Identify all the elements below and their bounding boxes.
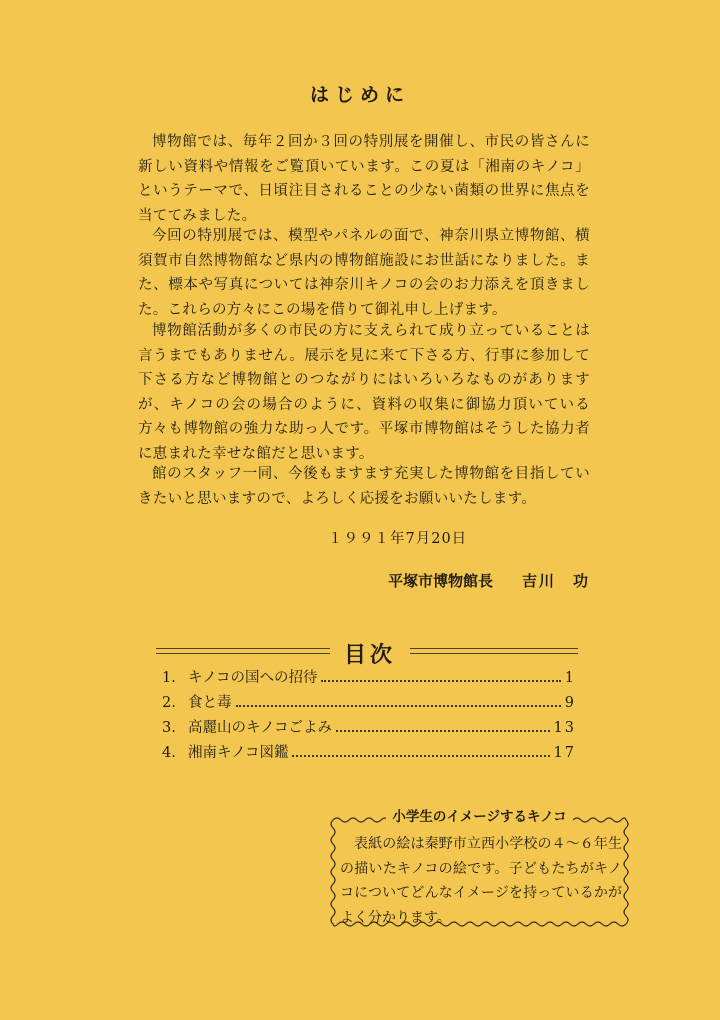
contents-item-title: 高麗山のキノコごよみ xyxy=(188,720,332,736)
dot-leader xyxy=(236,693,561,707)
contents-item-title: 湘南キノコ図鑑 xyxy=(188,745,289,761)
dot-leader xyxy=(292,743,549,757)
contents-item[interactable] xyxy=(162,716,576,741)
contents-item[interactable] xyxy=(162,741,576,766)
note-box xyxy=(327,809,632,932)
contents-item-page: 13 xyxy=(553,720,576,736)
intro-paragraph-1: 博物館では、毎年２回か３回の特別展を開催し、市民の皆さんに新しい資料や情報をご覧頂いています。この夏は「湘南のキノコ」というテーマで、日頃注目されることの少ない菌類の世界に焦点を当ててみました。 xyxy=(138,134,590,224)
intro-paragraph-2: 今回の特別展では、模型やパネルの面で、神奈川県立博物館、横須賀市自然博物館など県内の博物館施設にお世話になりました。また、標本や写真については神奈川キノコの会のお力添えを頂きました。これらの方々にこの場を借りて御礼申し上げます。 xyxy=(138,228,590,318)
contents-item-title: キノコの国への招待 xyxy=(188,670,318,686)
signature-title: 平塚市博物館長 xyxy=(388,572,494,590)
contents-item[interactable] xyxy=(162,666,576,691)
note-text: 表紙の絵は秦野市立西小学校の４～６年生の描いたキノコの絵です。子どもたちがキノコについてどんなイメージを持っているかがよく分かります。 xyxy=(340,836,622,926)
contents-item-number: 3. xyxy=(162,720,176,736)
contents-list xyxy=(162,666,576,766)
page-title: はじめに xyxy=(309,84,410,106)
contents-item-number: 1. xyxy=(162,670,176,686)
contents-rule-left xyxy=(156,648,330,654)
date-line: １９９１年7月20日 xyxy=(328,531,468,547)
contents-item[interactable] xyxy=(162,691,576,716)
signature-name: 吉川 功 xyxy=(522,572,591,590)
intro-paragraph-3: 博物館活動が多くの市民の方に支えられて成り立っていることは言うまでもありません。展示を見に来て下さる方、行事に参加して下さる方など博物館とのつながりにはいろいろなものがありますが、キノコの会の場合のように、資料の収集に御協力頂いている方々も博物館の強力な助っ人です。平塚市博物館はそうした協力者に恵まれた幸せな館だと思います。 xyxy=(138,323,590,462)
contents-rule-right xyxy=(410,648,578,654)
contents-item-title: 食と毒 xyxy=(188,695,232,711)
note-title-text: 小学生のイメージするキノコ xyxy=(386,809,572,825)
contents-item-page: 17 xyxy=(553,745,576,761)
intro-paragraph-4: 館のスタッフ一同、今後もますます充実した博物館を目指していきたいと思いますので、よろしく応援をお願いいたします。 xyxy=(138,466,590,507)
note-title xyxy=(327,805,632,825)
contents-item-number: 2. xyxy=(162,695,176,711)
dot-leader xyxy=(321,668,560,682)
contents-item-number: 4. xyxy=(162,745,176,761)
contents-item-page: 9 xyxy=(564,695,576,711)
contents-heading: 目次 xyxy=(343,642,396,668)
contents-item-page: 1 xyxy=(564,670,576,686)
dot-leader xyxy=(336,718,550,732)
